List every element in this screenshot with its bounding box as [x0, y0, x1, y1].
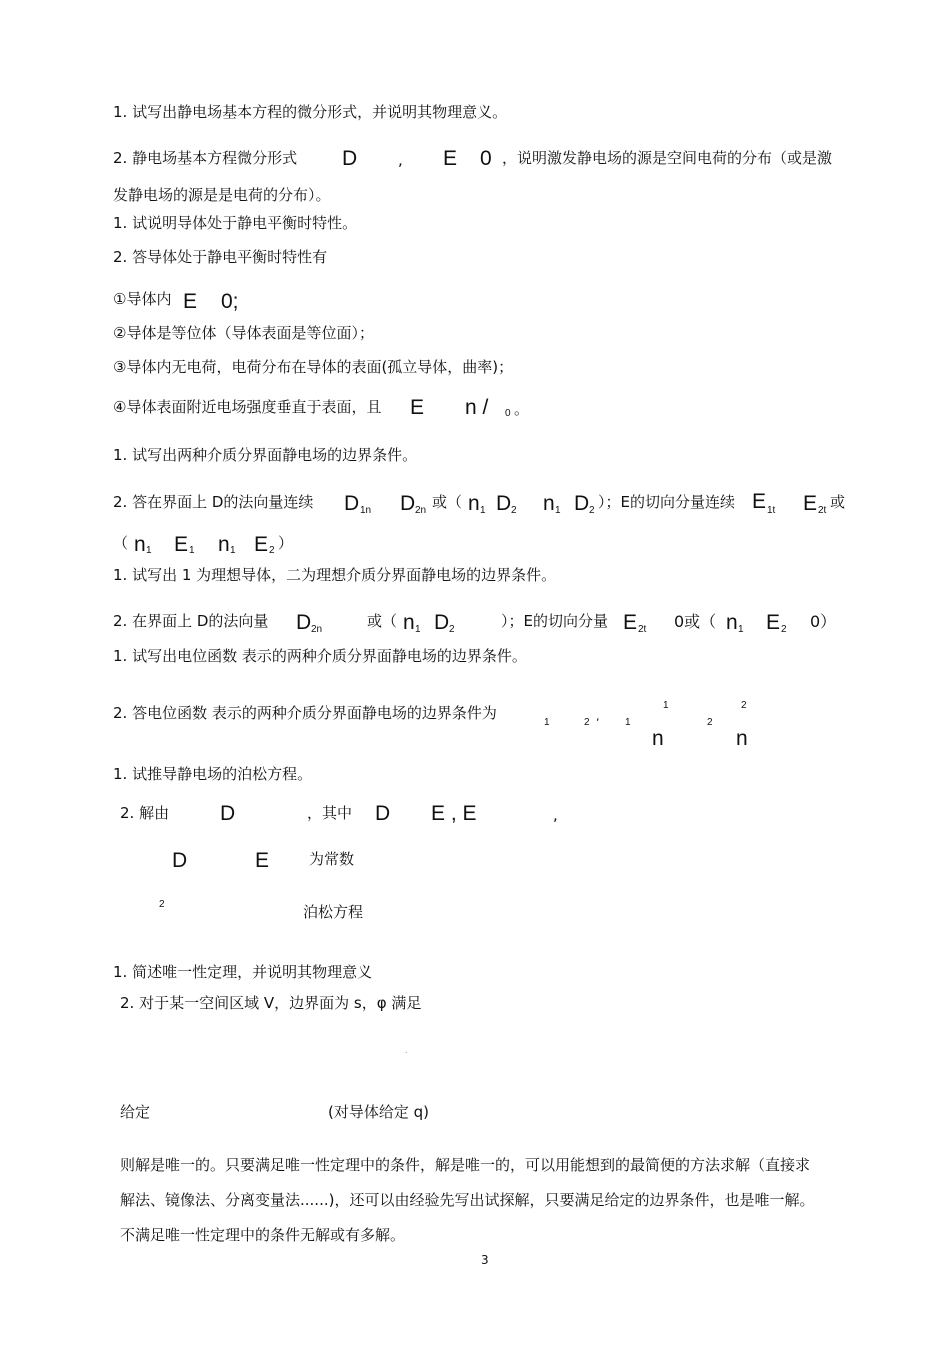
- q6-solve: 2. 解由: [120, 804, 170, 822]
- q5-n-a: n: [652, 727, 664, 750]
- q3-line2-e2-sub: 2: [269, 545, 275, 556]
- q3-sub-2n: 2n: [415, 505, 427, 516]
- q2-item4: ④导体表面附近电场强度垂直于表面，且: [113, 398, 382, 416]
- q4-e: E: [623, 611, 638, 634]
- q1-zero: 0: [480, 147, 492, 170]
- q2-answer: 2. 答导体处于静电平衡时特性有: [113, 248, 328, 266]
- q2-item1-zero: 0;: [221, 290, 239, 313]
- q4-zero-or: 0或（: [674, 612, 717, 631]
- q6-sup2: 2: [159, 899, 165, 910]
- q3-n2-sub: 1: [555, 505, 561, 516]
- q3-line2-open: （: [113, 534, 129, 552]
- q7-para1: 则解是唯一的。只要满足唯一性定理中的条件，解是唯一的，可以用能想到的最简便的方法求解（直接求: [120, 1156, 811, 1174]
- q6-d3: D: [172, 849, 188, 872]
- q5-sup-2: 2: [741, 700, 747, 711]
- q3-line2-n2-sub: 1: [230, 545, 236, 556]
- q6-e-e: E , E: [431, 802, 477, 825]
- q4-d: D: [296, 611, 312, 634]
- q6-d1: D: [220, 802, 236, 825]
- q3-d4-sub: 2: [589, 505, 595, 516]
- q4-n2-sub: 1: [738, 624, 744, 635]
- q4-close-tangent: ）；E的切向分量: [501, 612, 608, 630]
- q3-close-tangent: ）；E的切向分量连续: [598, 493, 735, 511]
- q5-sub-2b: 2: [707, 717, 713, 728]
- q5-question: 1. 试写出电位函数 表示的两种介质分界面静电场的边界条件。: [113, 647, 527, 665]
- q1-symbol-e: E: [443, 147, 458, 170]
- q3-line2-n2: n: [218, 533, 230, 556]
- q5-n-b: n: [736, 727, 748, 750]
- q2-question: 1. 试说明导体处于静电平衡时特性。: [113, 214, 358, 232]
- q4-e2: E: [766, 611, 781, 634]
- q5-sup-1: 1: [663, 700, 669, 711]
- q7-para2: 解法、镜像法、分离变量法......)，还可以由经验先写出试探解，只要满足给定的边界条件，也是唯一解。: [120, 1191, 815, 1209]
- q4-n2: n: [726, 611, 738, 634]
- q3-sub-1n: 1n: [360, 505, 372, 516]
- q7-question: 1. 简述唯一性定理，并说明其物理意义: [113, 963, 373, 981]
- q3-or-end: 或: [830, 493, 846, 511]
- q3-d1: D: [344, 492, 360, 515]
- q3-n1: n: [468, 492, 480, 515]
- q3-d3: D: [496, 492, 512, 515]
- q1-comma: ,: [398, 151, 403, 169]
- q3-answer-prefix: 2. 答在界面上 D的法向量连续: [113, 493, 314, 511]
- q6-where: ，其中: [307, 804, 353, 822]
- q2-item2: ②导体是等位体（导体表面是等位面）；: [113, 324, 374, 342]
- q1-question: 1. 试写出静电场基本方程的微分形式，并说明其物理意义。: [113, 103, 508, 121]
- q4-d2-sub: 2: [449, 624, 455, 635]
- q4-n1-sub: 1: [415, 624, 421, 635]
- q6-e3: E: [255, 849, 270, 872]
- q2-item1-e: E: [183, 290, 198, 313]
- q3-line2-n1: n: [134, 533, 146, 556]
- q4-n1: n: [403, 611, 415, 634]
- q2-item4-e: E: [410, 396, 425, 419]
- q1-answer-prefix: 2. 静电场基本方程微分形式: [113, 149, 298, 167]
- q3-question: 1. 试写出两种介质分界面静电场的边界条件。: [113, 446, 418, 464]
- q3-d4: D: [574, 492, 590, 515]
- q3-d3-sub: 2: [511, 505, 517, 516]
- q6-poisson: 泊松方程: [303, 903, 364, 921]
- q3-or-paren: 或（: [432, 493, 463, 511]
- q4-d2: D: [434, 611, 450, 634]
- q6-comma: ,: [553, 806, 558, 824]
- page-number: 3: [481, 1253, 489, 1267]
- q4-zero-close: 0）: [810, 612, 837, 631]
- q2-item4-end: 。: [514, 400, 530, 418]
- q5-comma: ,: [596, 710, 600, 723]
- q1-symbol-d: D: [342, 147, 358, 170]
- q7-answer: 2. 对于某一空间区域 V，边界面为 s，φ 满足: [120, 994, 422, 1012]
- q4-or-paren: 或（: [367, 612, 398, 630]
- q5-answer: 2. 答电位函数 表示的两种介质分界面静电场的边界条件为: [113, 704, 497, 722]
- q3-d2: D: [400, 492, 416, 515]
- q7-para3: 不满足唯一性定理中的条件无解或有多解。: [120, 1226, 406, 1244]
- q2-item3: ③导体内无电荷，电荷分布在导体的表面(孤立导体，曲率)；: [113, 358, 514, 376]
- q4-question: 1. 试写出 1 为理想导体，二为理想介质分界面静电场的边界条件。: [113, 566, 557, 584]
- q5-sub-1b: 1: [625, 717, 631, 728]
- q7-dot: .: [405, 1046, 408, 1055]
- q3-e1: E: [752, 490, 767, 513]
- q3-n1-sub: 1: [480, 505, 486, 516]
- q4-sub-2t: 2t: [638, 624, 647, 635]
- q1-answer-suffix: ，说明激发静电场的源是空间电荷的分布（或是激: [502, 149, 833, 167]
- q4-e2-sub: 2: [781, 624, 787, 635]
- q2-item4-sub0: 0: [505, 408, 511, 419]
- q7-given-note: (对导体给定 q): [328, 1103, 429, 1121]
- q3-sub-1t: 1t: [767, 505, 776, 516]
- q4-answer-prefix: 2. 在界面上 D的法向量: [113, 612, 269, 630]
- q6-const: 为常数: [309, 850, 355, 868]
- q6-d2: D: [375, 802, 391, 825]
- q6-question: 1. 试推导静电场的泊松方程。: [113, 765, 313, 783]
- q7-given: 给定: [120, 1103, 151, 1121]
- q3-line2-e1-sub: 1: [189, 545, 195, 556]
- q3-line2-e1: E: [174, 533, 189, 556]
- q3-n2: n: [543, 492, 555, 515]
- q3-sub-2t: 2t: [818, 505, 827, 516]
- q2-item4-n: n /: [465, 396, 489, 419]
- q3-e2: E: [803, 492, 818, 515]
- q3-line2-close: ）: [278, 534, 294, 552]
- q1-answer-line2: 发静电场的源是是电荷的分布）。: [113, 186, 331, 204]
- q5-sub-2a: 2: [584, 717, 590, 728]
- q2-item1: ①导体内: [113, 290, 172, 308]
- q4-sub-2n: 2n: [311, 624, 323, 635]
- q3-line2-e2: E: [254, 533, 269, 556]
- q5-sub-1a: 1: [544, 717, 550, 728]
- q3-line2-n1-sub: 1: [146, 545, 152, 556]
